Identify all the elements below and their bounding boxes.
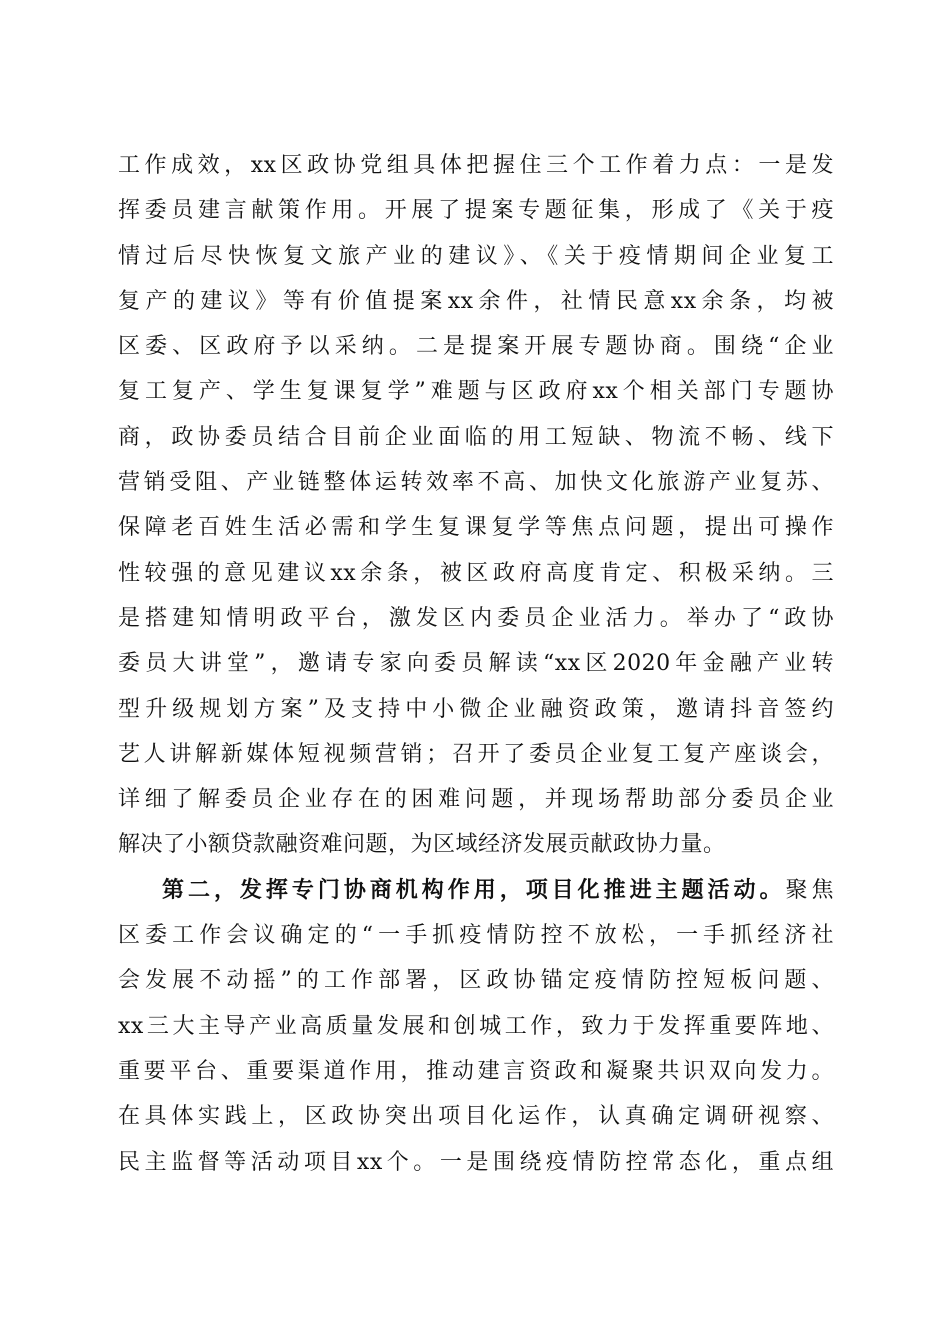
text-line: 解决了小额贷款融资难问题，为区域经济发展贡献政协力量。 bbox=[118, 832, 726, 858]
text-line: 情过后尽快恢复文旅产业的建议》、《关于疫情期间企业复工 bbox=[118, 243, 834, 269]
paragraph-heading-line bbox=[118, 868, 834, 913]
text-line: 重要平台、重要渠道作用，推动建言资政和凝聚共识双向发力。 bbox=[118, 1058, 834, 1084]
paragraph-1 bbox=[118, 143, 834, 868]
text-line: 工作成效，xx区政协党组具体把握住三个工作着力点：一是发 bbox=[118, 153, 834, 178]
text-line: 商，政协委员结合目前企业面临的用工短缺、物流不畅、线下 bbox=[118, 424, 834, 450]
text-line: 挥委员建言献策作用。开展了提案专题征集，形成了《关于疫 bbox=[118, 198, 834, 224]
text-line: 民主监督等活动项目xx个。一是围绕疫情防控常态化，重点组 bbox=[118, 1149, 834, 1175]
section-heading: 第二，发挥专门协商机构作用，项目化推进主题活动。 bbox=[162, 876, 786, 903]
text-line: 型升级规划方案”及支持中小微企业融资政策，邀请抖音签约 bbox=[118, 696, 834, 722]
text-line: xx三大主导产业高质量发展和创城工作，致力于发挥重要阵地、 bbox=[118, 1013, 834, 1039]
text-line: 复工复产、学生复课复学”难题与区政府xx个相关部门专题协 bbox=[118, 379, 834, 405]
heading-line-rest: 聚焦 bbox=[785, 877, 834, 903]
text-line: 委员大讲堂”，邀请专家向委员解读“xx区2020年金融产业转 bbox=[118, 651, 834, 677]
document-body bbox=[118, 143, 834, 1185]
text-line: 性较强的意见建议xx余条，被区政府高度肯定、积极采纳。三 bbox=[118, 560, 834, 586]
text-line: 区委工作会议确定的“一手抓疫情防控不放松，一手抓经济社 bbox=[118, 923, 834, 949]
text-line: 复产的建议》等有价值提案xx余件，社情民意xx余条，均被 bbox=[118, 288, 834, 314]
text-line: 在具体实践上，区政协突出项目化运作，认真确定调研视察、 bbox=[118, 1104, 834, 1130]
text-line: 保障老百姓生活必需和学生复课复学等焦点问题，提出可操作 bbox=[118, 515, 834, 541]
text-line: 营销受阻、产业链整体运转效率不高、加快文化旅游产业复苏、 bbox=[118, 470, 834, 496]
text-line: 会发展不动摇”的工作部署，区政协锚定疫情防控短板问题、 bbox=[118, 968, 834, 994]
text-line: 是搭建知情明政平台，激发区内委员企业活力。举办了“政协 bbox=[118, 605, 834, 631]
text-line: 详细了解委员企业存在的困难问题，并现场帮助部分委员企业 bbox=[118, 787, 834, 813]
text-line: 艺人讲解新媒体短视频营销；召开了委员企业复工复产座谈会， bbox=[118, 741, 834, 767]
text-line: 区委、区政府予以采纳。二是提案开展专题协商。围绕“企业 bbox=[118, 334, 834, 360]
paragraph-2 bbox=[118, 868, 834, 1185]
